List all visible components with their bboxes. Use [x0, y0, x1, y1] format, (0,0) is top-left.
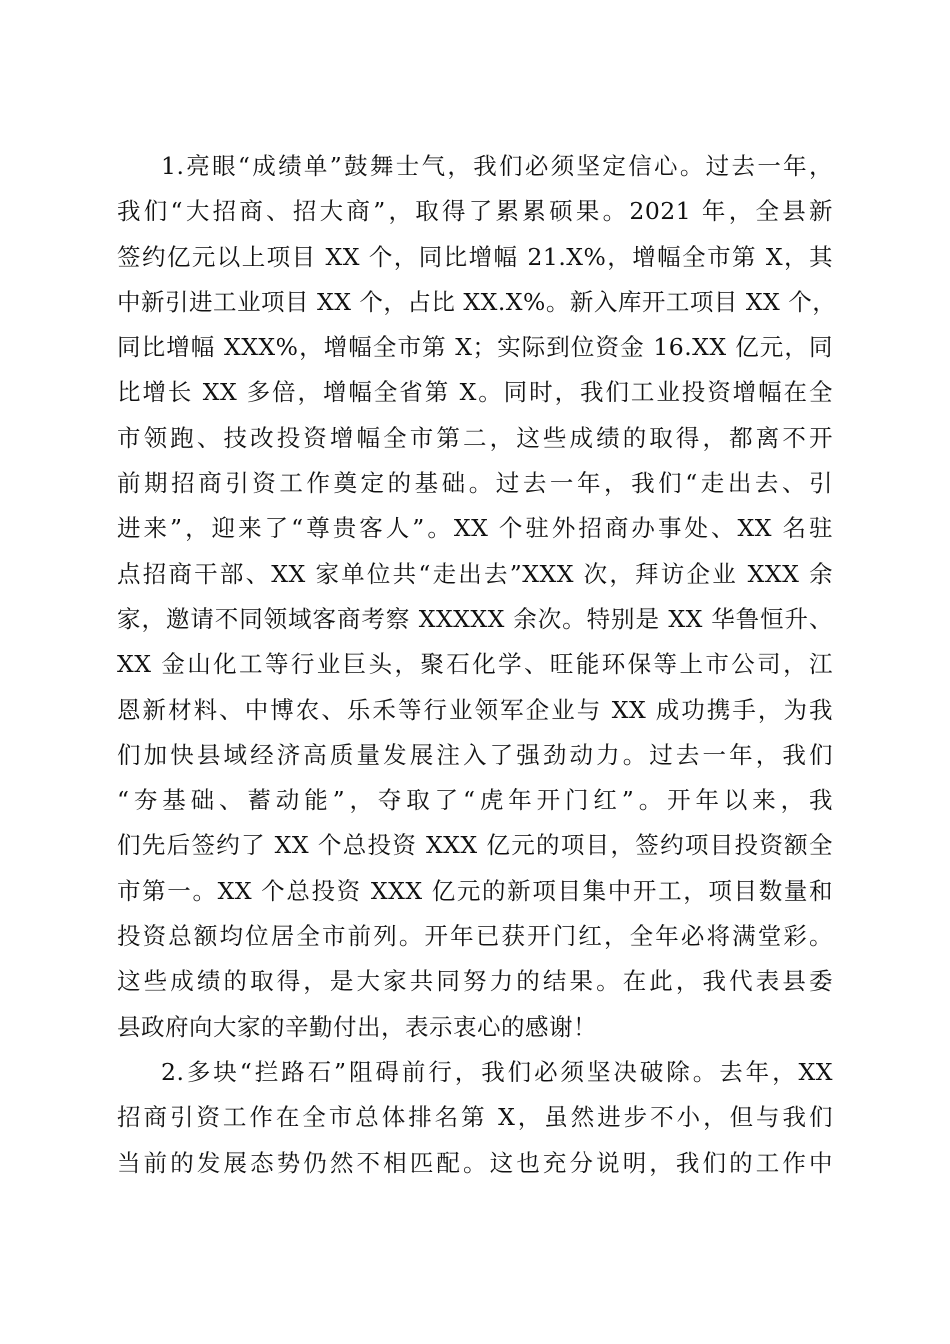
paragraph-1-line-13: 恩新材料、中博农、乐禾等行业领军企业与 XX 成功携手，为我	[117, 695, 833, 724]
paragraph-1-line-17: 市第一。XX 个总投资 XXX 亿元的新项目集中开工，项目数量和	[117, 876, 833, 905]
paragraph-1-line-12: XX 金山化工等行业巨头，聚石化学、旺能环保等上市公司，江	[117, 650, 833, 679]
paragraph-1-line-2: 我们“大招商、招大商”，取得了累累硕果。2021 年，全县新	[117, 197, 833, 226]
paragraph-1-line-6: 比增长 XX 多倍，增幅全省第 X。同时，我们工业投资增幅在全	[117, 378, 833, 407]
paragraph-2-line-3: 当前的发展态势仍然不相匹配。这也充分说明，我们的工作中	[117, 1148, 833, 1177]
paragraph-1-line-20: 县政府向大家的辛勤付出，表示衷心的感谢！	[117, 1012, 597, 1041]
paragraph-1-line-19: 这些成绩的取得，是大家共同努力的结果。在此，我代表县委	[117, 967, 833, 996]
paragraph-1-line-10: 点招商干部、XX 家单位共“走出去”XXX 次，拜访企业 XXX 余	[117, 559, 833, 588]
paragraph-2-line-1: 2.多块“拦路石”阻碍前行，我们必须坚决破除。去年，XX	[161, 1057, 833, 1086]
document-body	[117, 144, 837, 1186]
paragraph-2-line-2: 招商引资工作在全市总体排名第 X，虽然进步不小，但与我们	[117, 1103, 833, 1132]
paragraph-1-line-18: 投资总额均位居全市前列。开年已获开门红，全年必将满堂彩。	[117, 922, 833, 951]
paragraph-1-line-1: 1.亮眼“成绩单”鼓舞士气，我们必须坚定信心。过去一年，	[161, 152, 833, 180]
paragraph-1-line-14: 们加快县域经济高质量发展注入了强劲动力。过去一年，我们	[117, 740, 833, 769]
paragraph-1-line-4: 中新引进工业项目 XX 个，占比 XX.X%。新入库开工项目 XX 个，	[117, 287, 837, 316]
paragraph-2	[117, 1050, 833, 1186]
paragraph-1	[117, 144, 837, 1050]
paragraph-1-line-9: 进来”，迎来了“尊贵客人”。XX 个驻外招商办事处、XX 名驻	[117, 514, 833, 543]
paragraph-1-line-7: 市领跑、技改投资增幅全市第二，这些成绩的取得，都离不开	[117, 423, 833, 452]
paragraph-1-line-11: 家，邀请不同领域客商考察 XXXXX 余次。特别是 XX 华鲁恒升、	[117, 604, 833, 633]
paragraph-1-line-3: 签约亿元以上项目 XX 个，同比增幅 21.X%，增幅全市第 X，其	[117, 242, 833, 271]
paragraph-1-line-15: “夯基础、蓄动能”，夺取了“虎年开门红”。开年以来，我	[117, 786, 833, 815]
paragraph-1-line-5: 同比增幅 XXX%，增幅全市第 X；实际到位资金 16.XX 亿元，同	[117, 333, 833, 362]
paragraph-1-line-16: 们先后签约了 XX 个总投资 XXX 亿元的项目，签约项目投资额全	[117, 831, 833, 860]
paragraph-1-line-8: 前期招商引资工作奠定的基础。过去一年，我们“走出去、引	[117, 469, 833, 498]
